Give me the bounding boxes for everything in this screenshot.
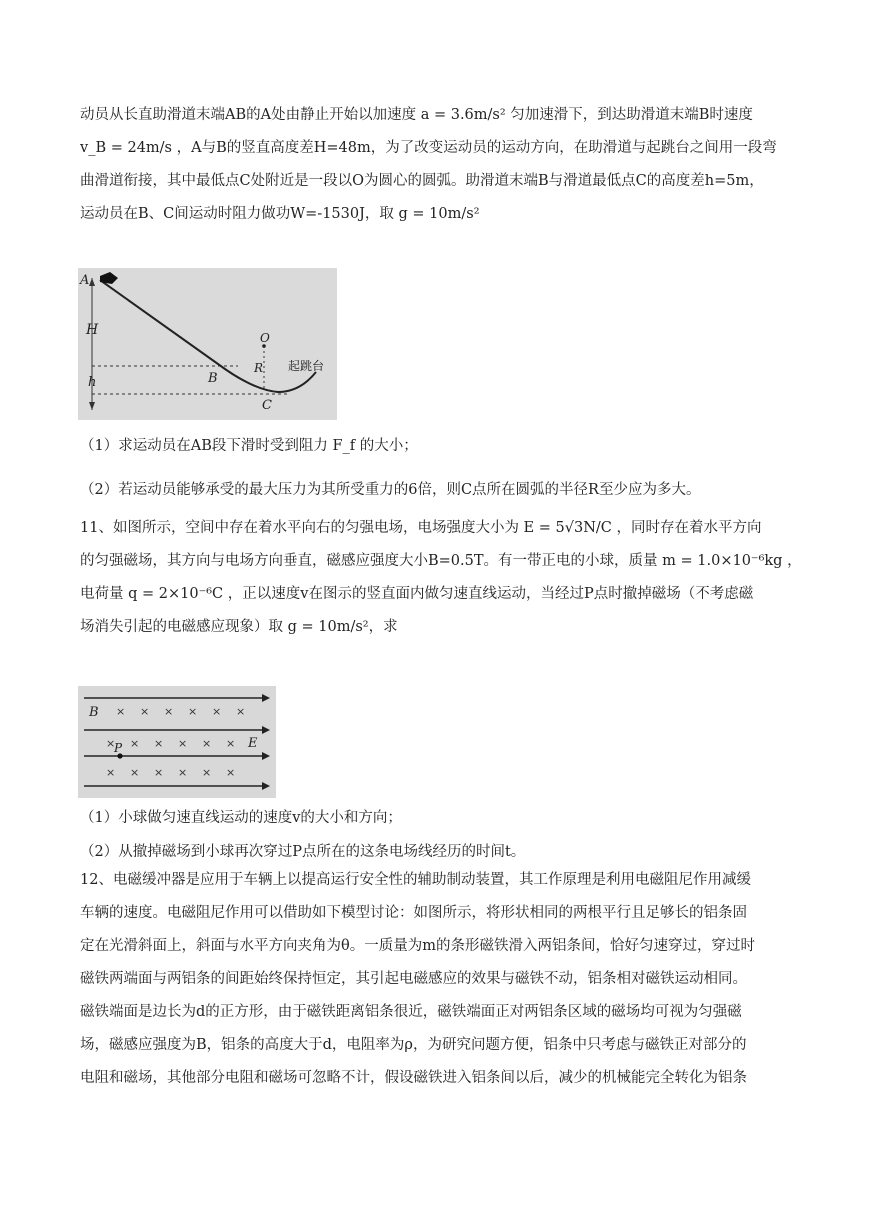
q10-line-3: 曲滑道衔接，其中最低点C处附近是一段以O为圆心的圆弧。助滑道末端B与滑道最低点C的高度差h=5m， — [80, 173, 764, 189]
svg-text:×: × — [178, 766, 188, 779]
ski-jump-figure — [78, 268, 337, 420]
q12-line-6: 场，磁感应强度为B，铝条的高度大于d，电阻率为ρ，为研究问题方便，铝条中只考虑与磁铁正对部分的 — [80, 1037, 747, 1053]
q12-line-1: 12、电磁缓冲器是应用于车辆上以提高运行安全性的辅助制动装置，其工作原理是利用电磁阻尼作用减缓 — [80, 872, 751, 888]
label-platform: 起跳台 — [288, 359, 325, 373]
q12-line-4: 磁铁两端面与两铝条的间距始终保持恒定，其引起电磁感应的效果与磁铁不动，铝条相对磁铁运动相同。 — [80, 971, 747, 987]
q12-line-2: 车辆的速度。电磁阻尼作用可以借助如下模型讨论：如图所示，将形状相同的两根平行且足够长的铝条固 — [80, 905, 747, 921]
svg-text:×: × — [202, 737, 212, 750]
q10-line-2: v_B = 24m/s ，A与B的竖直高度差H=48m，为了改变运动员的运动方向，在助滑道与起跳台之间用一段弯 — [80, 140, 777, 156]
svg-text:×: × — [164, 705, 174, 718]
svg-text:×: × — [154, 737, 164, 750]
svg-text:×: × — [106, 766, 116, 779]
svg-text:×: × — [140, 705, 150, 718]
svg-text:×: × — [178, 737, 188, 750]
q10-line-1: 动员从长直助滑道末端AB的A处由静止开始以加速度 a = 3.6m/s² 匀加速滑下，到达助滑道末端B时速度 — [80, 107, 753, 123]
q11-sub2: （2）从撤掉磁场到小球再次穿过P点所在的这条电场线经历的时间t。 — [80, 844, 526, 860]
label-A: A — [80, 273, 90, 288]
svg-text:×: × — [202, 766, 212, 779]
q11-line-3: 电荷量 q = 2×10⁻⁶C ，正以速度v在图示的竖直面内做匀速直线运动，当经过P点时撤掉磁场（不考虑磁 — [80, 586, 754, 602]
q11-line-2: 的匀强磁场，其方向与电场方向垂直，磁感应强度大小B=0.5T。有一带正电的小球，质量 m = 1.0×10⁻⁶kg ， — [80, 553, 802, 569]
svg-text:×: × — [130, 766, 140, 779]
label-E-field: E — [248, 736, 258, 751]
q10-sub1: （1）求运动员在AB段下滑时受到阻力 F_f 的大小； — [80, 438, 418, 454]
q11-sub1: （1）小球做匀速直线运动的速度v的大小和方向； — [80, 810, 402, 826]
label-P: P — [114, 741, 123, 755]
q10-sub2: （2）若运动员能够承受的最大压力为其所受重力的6倍，则C点所在圆弧的半径R至少应为多大。 — [80, 482, 701, 498]
q11-paragraph — [80, 512, 802, 644]
q12-line-7: 电阻和磁场，其他部分电阻和磁场可忽略不计，假设磁铁进入铝条间以后，减少的机械能完全转化为铝条 — [80, 1070, 747, 1086]
q10-paragraph — [80, 99, 792, 231]
svg-text:×: × — [130, 737, 140, 750]
label-B: B — [208, 371, 218, 386]
svg-text:×: × — [106, 737, 116, 750]
label-R: R — [254, 361, 264, 375]
svg-text:×: × — [226, 737, 236, 750]
q12-paragraph — [80, 864, 792, 1095]
q12-line-3: 定在光滑斜面上，斜面与水平方向夹角为θ。一质量为m的条形磁铁滑入两铝条间，恰好匀速穿过，穿过时 — [80, 938, 755, 954]
svg-text:×: × — [116, 705, 126, 718]
field-figure — [78, 686, 276, 798]
svg-text:×: × — [236, 705, 246, 718]
label-B-field: B — [89, 705, 99, 720]
svg-text:×: × — [154, 766, 164, 779]
svg-text:×: × — [226, 766, 236, 779]
svg-text:×: × — [212, 705, 222, 718]
svg-text:×: × — [188, 705, 198, 718]
q12-line-5: 磁铁端面是边长为d的正方形，由于磁铁距离铝条很近，磁铁端面正对两铝条区域的磁场均可视为匀强磁 — [80, 1004, 742, 1020]
label-C: C — [262, 398, 272, 413]
label-h: h — [88, 375, 97, 390]
label-O: O — [260, 331, 270, 345]
label-H: H — [86, 322, 99, 338]
q10-line-4: 运动员在B、C间运动时阻力做功W=-1530J，取 g = 10m/s² — [80, 206, 480, 222]
q11-line-4: 场消失引起的电磁感应现象）取 g = 10m/s²，求 — [80, 619, 398, 635]
q11-line-1: 11、如图所示，空间中存在着水平向右的匀强电场，电场强度大小为 E = 5√3N/C ，同时存在着水平方向 — [80, 520, 762, 536]
